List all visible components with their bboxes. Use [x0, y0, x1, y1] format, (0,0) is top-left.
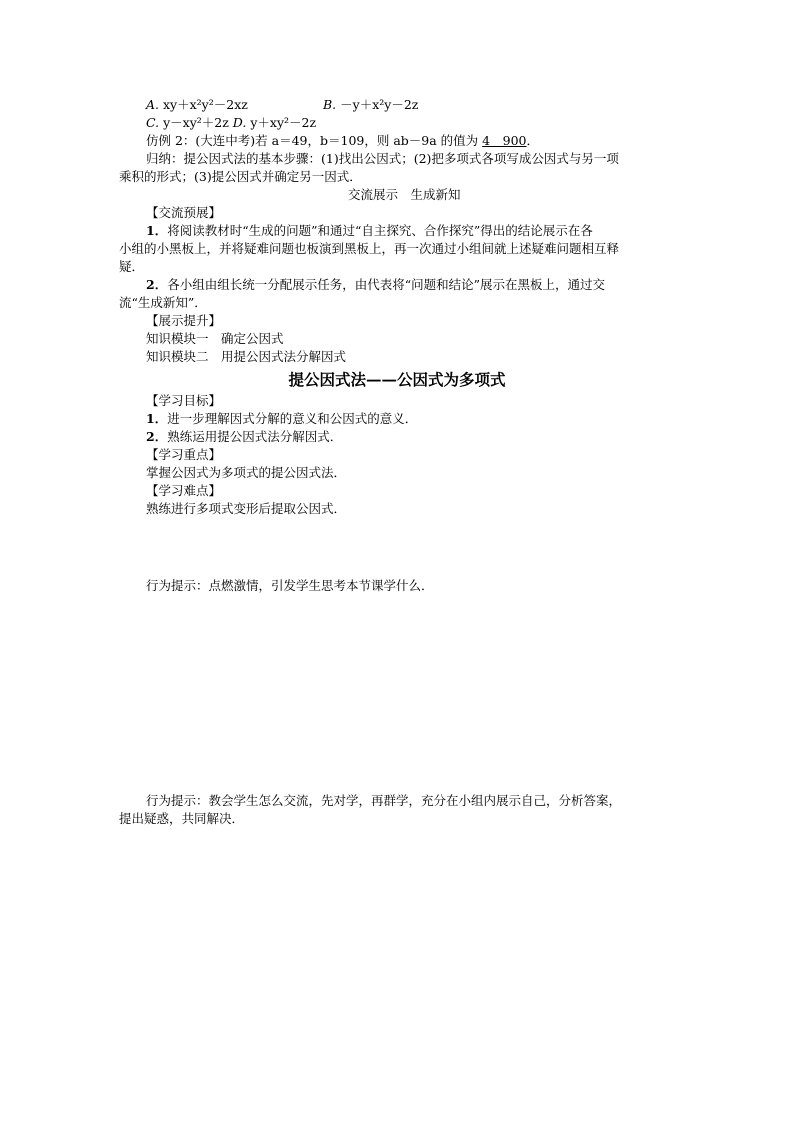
key-text: 掌握公因式为多项式的提公因式法．: [146, 465, 347, 480]
exchange-item-1: [146, 222, 593, 240]
lesson-title: 提公因式法——公因式为多项式: [288, 370, 506, 389]
summary-line-2: 乘积的形式；(3)提公因式并确定另一因式．: [119, 169, 362, 184]
section-heading-exchange: 交流展示 生成新知: [348, 187, 461, 202]
item-2-number: 2．: [146, 277, 168, 292]
option-b: [323, 96, 418, 114]
options-row-cd: [146, 114, 316, 132]
option-c-text: y－xy²＋2z: [163, 115, 229, 130]
goal-title: 【学习目标】: [146, 393, 222, 408]
option-a-text: xy＋x²y²－2xz: [163, 97, 248, 112]
item-2-line-1: 各小组由组长统一分配展示任务，由代表将“问题和结论”展示在黑板上，通过交: [167, 277, 605, 292]
item-1-line-3: 疑．: [119, 259, 145, 274]
item-1-number: 1．: [146, 223, 168, 238]
item-2-line-2: 流“生成新知”．: [119, 295, 207, 310]
options-row-ab: [146, 96, 248, 114]
item-1-line-1: 将阅读教材时“生成的问题”和通过“自主探究、合作探究”得出的结论展示在各: [167, 223, 593, 238]
imitation-suffix: ．: [526, 133, 539, 148]
imitation-prefix: 仿例 2：(大连中考)若 a＝49，b＝109，则 ab－9a 的值为: [146, 133, 479, 148]
goal-1-number: 1．: [146, 411, 168, 426]
option-a-label: A.: [146, 97, 160, 112]
behavior-hint-2-line-1: 行为提示：教会学生怎么交流，先对学，再群学，充分在小组内展示自己，分析答案，: [146, 793, 622, 808]
preview-title: 【交流预展】: [146, 205, 222, 220]
option-d-label: D.: [232, 115, 247, 130]
option-c-label: C.: [146, 115, 160, 130]
summary-line-1: 归纳：提公因式法的基本步骤：(1)找出公因式；(2)把多项式各项写成公因式与另一项: [146, 151, 619, 166]
imitation-example: [146, 132, 539, 150]
goal-1: [146, 410, 417, 428]
promote-title: 【展示提升】: [146, 313, 222, 328]
exchange-item-2: [146, 276, 605, 294]
goal-1-text: 进一步理解因式分解的意义和公因式的意义．: [167, 411, 418, 426]
key-title: 【学习重点】: [146, 447, 222, 462]
knowledge-module-2: 知识模块二 用提公因式法分解因式: [146, 349, 347, 364]
difficulty-title: 【学习难点】: [146, 483, 222, 498]
option-b-text: －y＋x²y－2z: [340, 97, 419, 112]
goal-2-text: 熟练运用提公因式法分解因式．: [167, 429, 343, 444]
difficulty-text: 熟练进行多项式变形后提取公因式．: [146, 501, 347, 516]
behavior-hint-1: 行为提示：点燃激情，引发学生思考本节课学什么．: [146, 578, 434, 593]
option-d-text: y＋xy²－2z: [250, 115, 317, 130]
goal-2: [146, 428, 342, 446]
imitation-answer: 4 900: [482, 133, 527, 148]
option-b-label: B.: [323, 97, 337, 112]
behavior-hint-2-line-2: 提出疑惑，共同解决．: [119, 811, 245, 826]
goal-2-number: 2．: [146, 429, 168, 444]
item-1-line-2: 小组的小黑板上，并将疑难问题也板演到黑板上，再一次通过小组间就上述疑难问题相互释: [119, 241, 620, 256]
knowledge-module-1: 知识模块一 确定公因式: [146, 331, 284, 346]
